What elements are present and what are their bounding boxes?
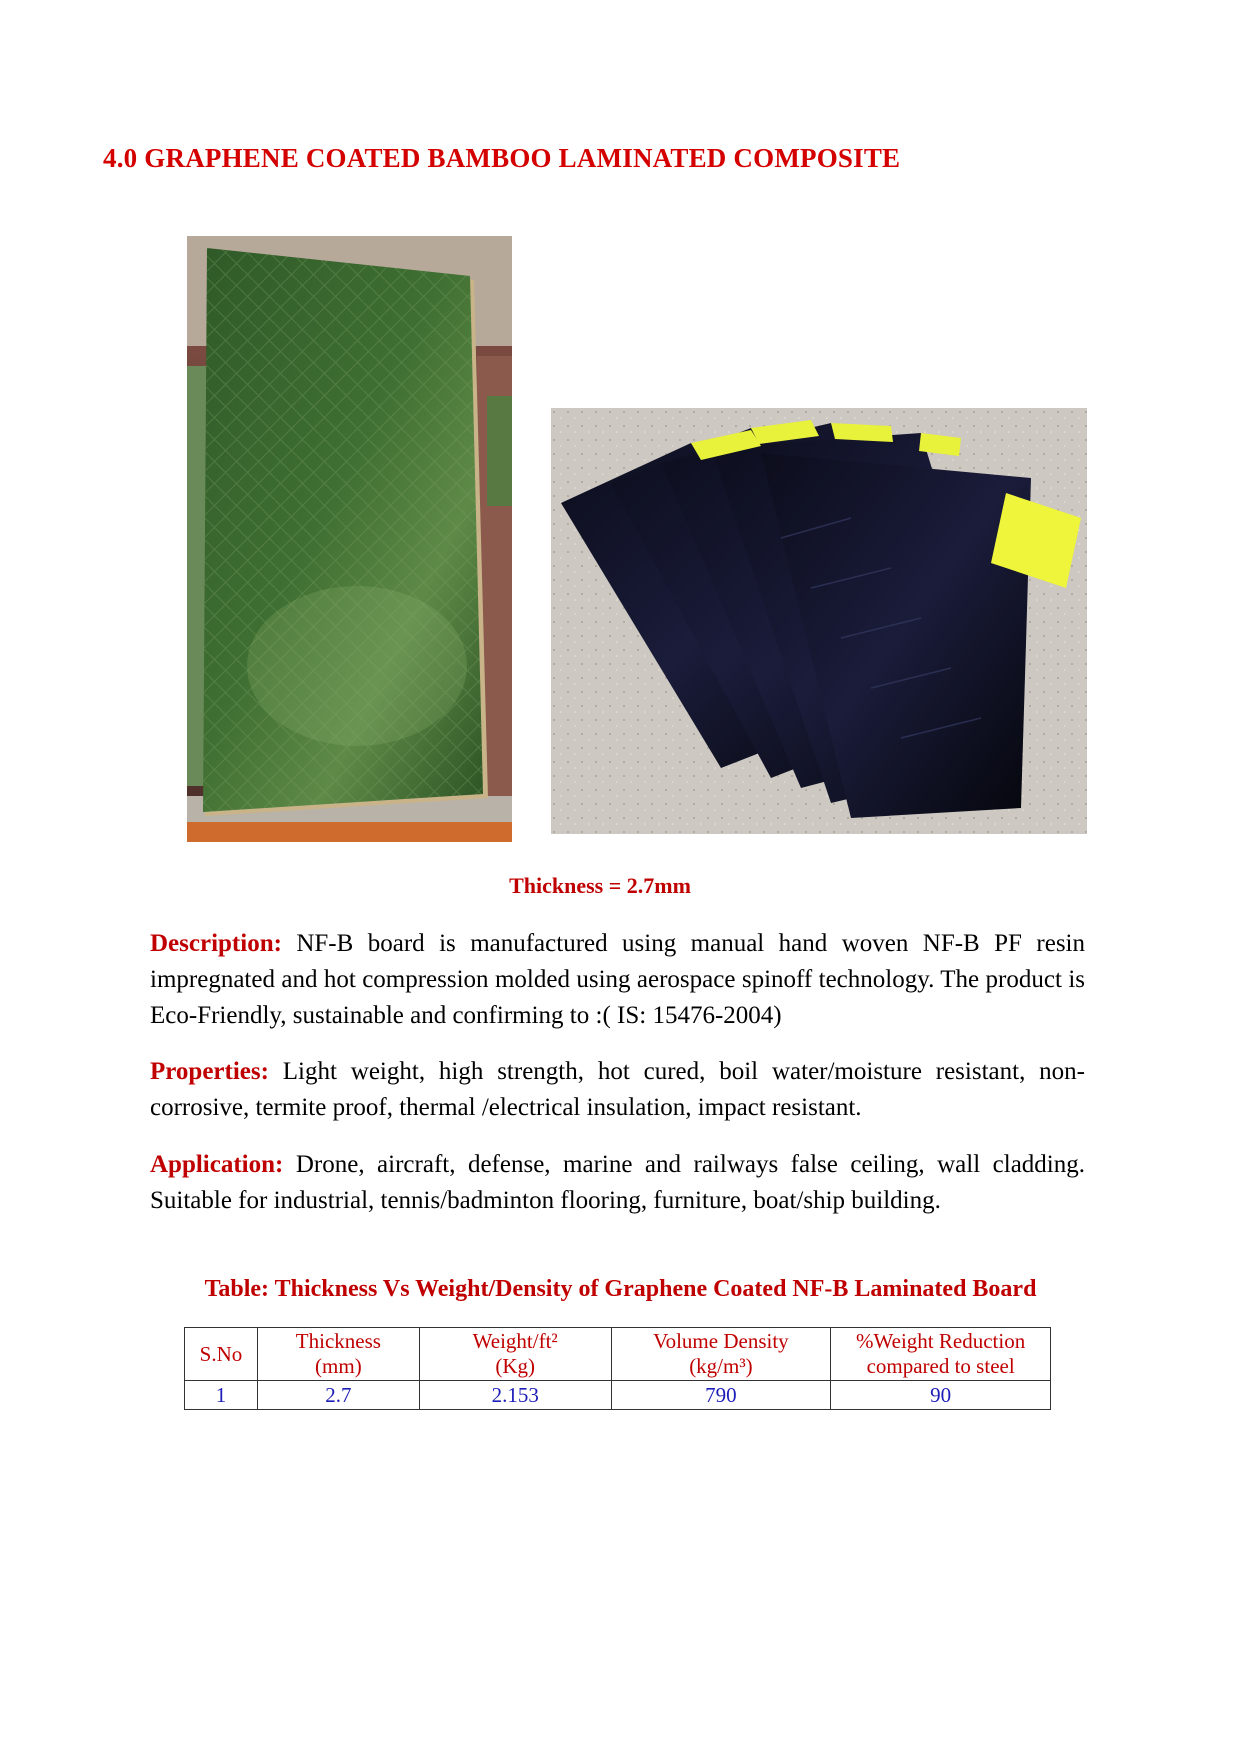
section-title: 4.0 GRAPHENE COATED BAMBOO LAMINATED COMPOSITE: [103, 143, 901, 173]
thickness-caption: Thickness = 2.7mm: [509, 873, 691, 898]
description-label: Description:: [150, 930, 282, 957]
header-density: Volume Density (kg/m³): [611, 1328, 831, 1381]
black-sheets-photo: [551, 408, 1087, 834]
header-sno: S.No: [185, 1328, 258, 1381]
header-thickness: Thickness (mm): [257, 1328, 419, 1381]
table-header-row: [185, 1328, 1051, 1381]
black-sheets-illustration: [551, 408, 1087, 834]
green-board-photo: [187, 236, 512, 842]
header-weight: Weight/ft² (Kg): [419, 1328, 611, 1381]
application-label: Application:: [150, 1151, 284, 1178]
cell-thickness: 2.7: [257, 1381, 419, 1410]
application-paragraph: [150, 1147, 1085, 1219]
application-text: Drone, aircraft, defense, marine and railways false ceiling, wall cladding. Suitable for industrial, tennis/badminton flooring, furniture, boat/ship building.: [150, 1151, 1085, 1214]
properties-table: [184, 1327, 1051, 1410]
table-title: Table: Thickness Vs Weight/Density of Graphene Coated NF-B Laminated Board: [204, 1276, 1037, 1302]
table-row: [185, 1381, 1051, 1410]
cell-weight: 2.153: [419, 1381, 611, 1410]
cell-sno: 1: [185, 1381, 258, 1410]
cell-weight-reduction: 90: [831, 1381, 1051, 1410]
cell-density: 790: [611, 1381, 831, 1410]
description-paragraph: [150, 926, 1085, 1034]
properties-paragraph: [150, 1054, 1085, 1126]
description-text: NF-B board is manufactured using manual hand woven NF-B PF resin impregnated and hot compression molded using aerospace spinoff technology. The product is Eco-Friendly, sustainable and confirming to :( IS: 15476-2004): [150, 930, 1085, 1029]
header-weight-reduction: %Weight Reduction compared to steel: [831, 1328, 1051, 1381]
properties-text: Light weight, high strength, hot cured, boil water/moisture resistant, non-corrosive, termite proof, thermal /electrical insulation, impact resistant.: [150, 1058, 1085, 1121]
properties-label: Properties:: [150, 1058, 269, 1085]
green-board-illustration: [187, 236, 512, 842]
